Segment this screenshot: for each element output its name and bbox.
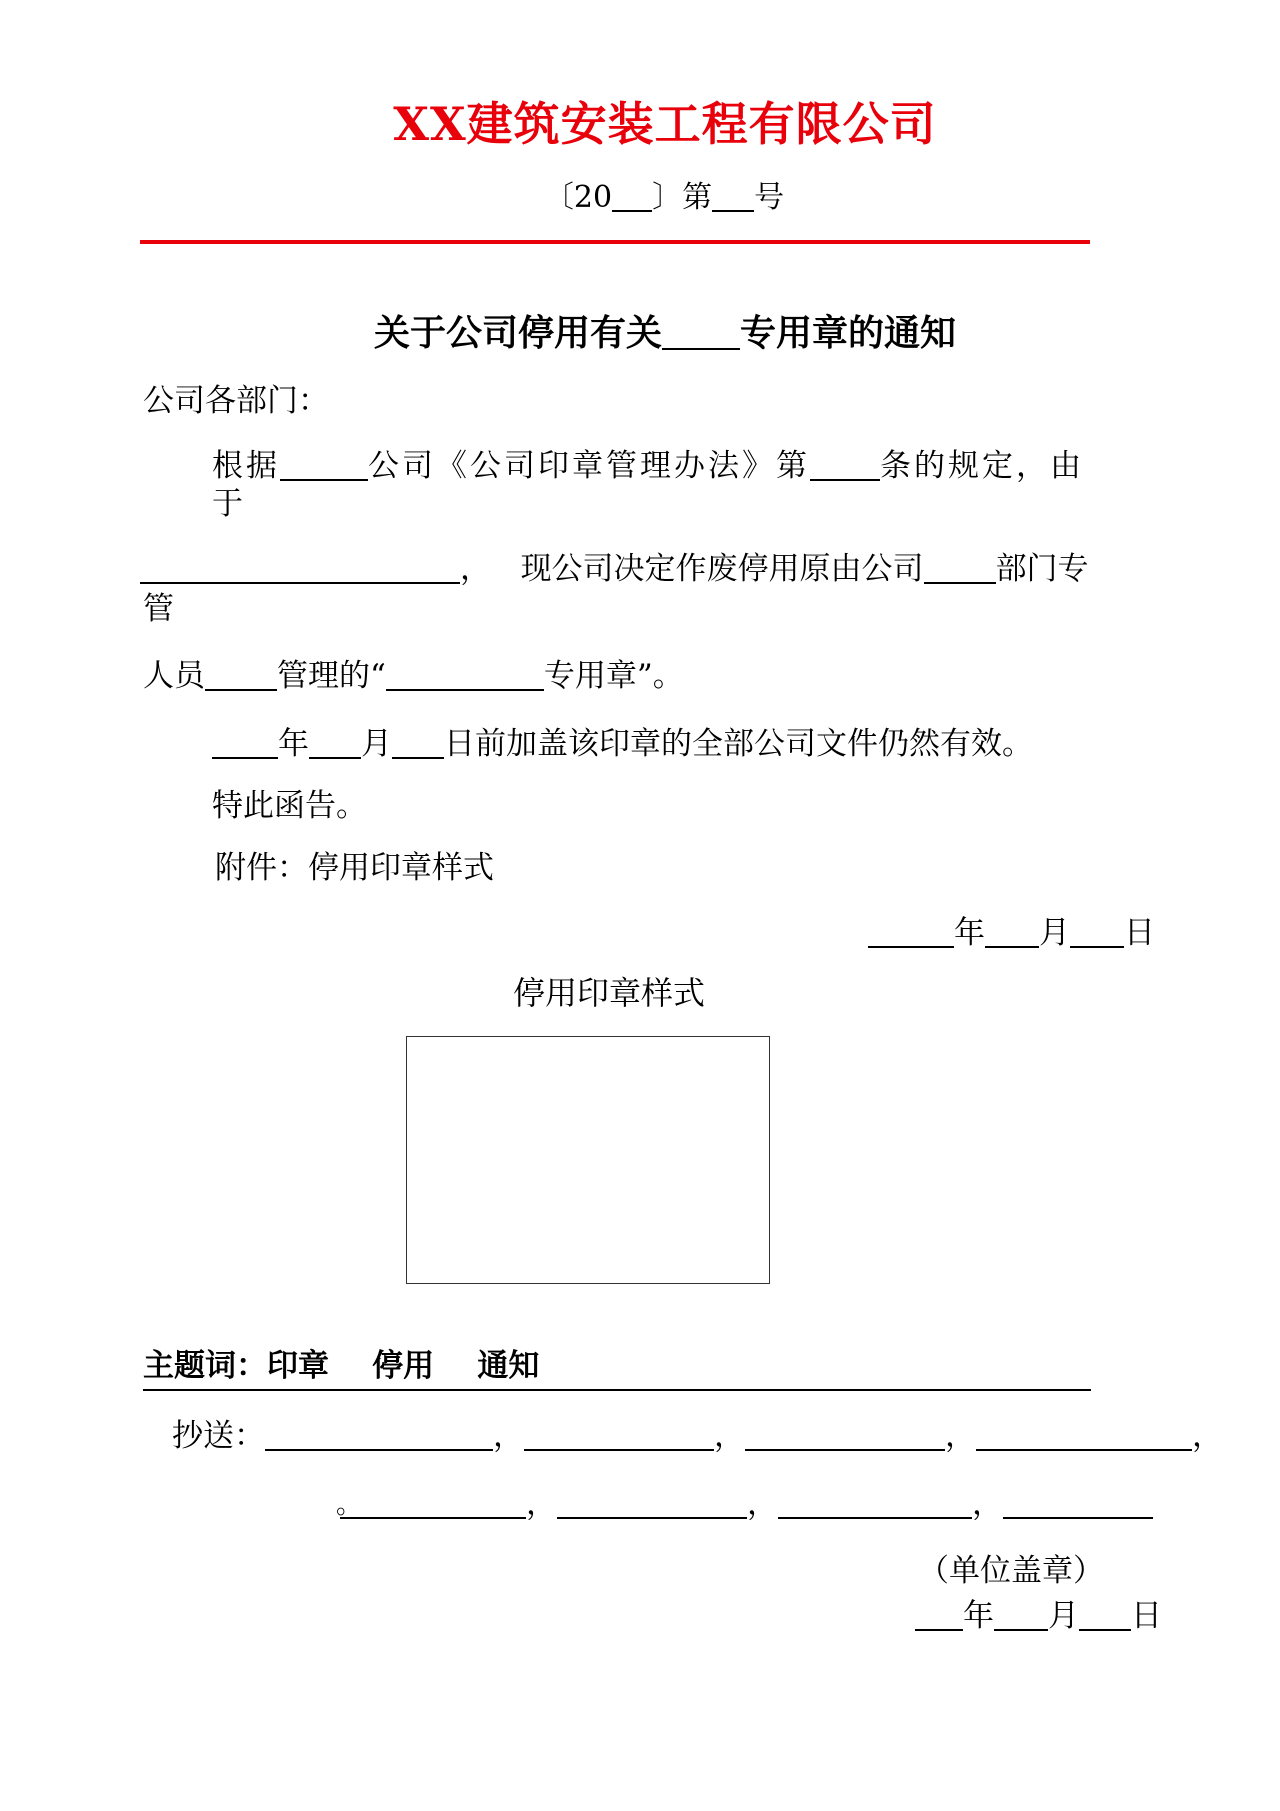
title-blank[interactable] bbox=[662, 312, 740, 350]
p3-text-a: 人员 bbox=[143, 658, 205, 694]
p4-month: 月 bbox=[361, 726, 392, 762]
year-blank[interactable] bbox=[612, 180, 652, 212]
cc-period: 。 bbox=[336, 1490, 363, 1520]
sign-day: 日 bbox=[1124, 915, 1155, 951]
cc-line-2 bbox=[340, 1478, 1153, 1523]
cc-comma-1: ， bbox=[493, 1418, 524, 1454]
cc-comma-6: ， bbox=[747, 1486, 778, 1522]
doc-number-open: 〔20 bbox=[543, 180, 613, 215]
p4-rest: 日前加盖该印章的全部公司文件仍然有效。 bbox=[444, 726, 1033, 762]
p1-text-b: 公司《公司印章管理办法》第 bbox=[368, 448, 810, 484]
cc-comma-5: ， bbox=[526, 1486, 557, 1522]
paragraph-4 bbox=[212, 718, 1033, 763]
title-suffix: 专用章的通知 bbox=[740, 313, 957, 354]
cc-blank-4[interactable] bbox=[976, 1418, 1192, 1451]
cc-comma-7: ， bbox=[972, 1486, 1003, 1522]
paragraph-5: 特此函告。 bbox=[212, 788, 367, 824]
subject-keyword-3: 通知 bbox=[477, 1348, 540, 1384]
seal-month: 月 bbox=[1048, 1598, 1079, 1634]
cc-comma-3: ， bbox=[945, 1418, 976, 1454]
attachment-line: 附件：停用印章样式 bbox=[215, 850, 494, 886]
seal-name-blank[interactable] bbox=[386, 658, 544, 691]
cc-blank-6[interactable] bbox=[557, 1486, 747, 1519]
cc-line-1 bbox=[172, 1410, 1223, 1455]
sign-day-blank[interactable] bbox=[1070, 915, 1124, 948]
p4-year: 年 bbox=[278, 726, 309, 762]
paragraph-1-line-1 bbox=[212, 440, 1084, 485]
header-red-rule bbox=[140, 240, 1090, 244]
seal-year: 年 bbox=[963, 1598, 994, 1634]
subject-keyword-1: 印章 bbox=[267, 1348, 329, 1384]
p3-text-c: 专用章”。 bbox=[543, 658, 684, 694]
p1-text-a: 根据 bbox=[212, 448, 280, 484]
p1-text-c: 条的规定，由 bbox=[880, 448, 1084, 484]
p4-day-blank[interactable] bbox=[392, 726, 444, 759]
cc-blank-2[interactable] bbox=[524, 1418, 714, 1451]
cc-comma-4: ， bbox=[1192, 1418, 1223, 1454]
cc-blank-5[interactable] bbox=[340, 1486, 526, 1519]
sign-year: 年 bbox=[954, 915, 985, 951]
p4-month-blank[interactable] bbox=[309, 726, 361, 759]
cc-blank-1[interactable] bbox=[265, 1418, 493, 1451]
person-blank[interactable] bbox=[205, 658, 277, 691]
cc-blank-8[interactable] bbox=[1003, 1486, 1153, 1519]
notice-title bbox=[0, 305, 1280, 356]
company-blank[interactable] bbox=[280, 448, 368, 481]
seal-sample-title: 停用印章样式 bbox=[512, 974, 705, 1012]
subject-keywords bbox=[143, 1340, 1091, 1391]
cc-blank-3[interactable] bbox=[745, 1418, 945, 1451]
subject-label: 主题词： bbox=[143, 1348, 267, 1384]
subject-keyword-2: 停用 bbox=[372, 1348, 435, 1384]
article-blank[interactable] bbox=[810, 448, 880, 481]
cc-blank-7[interactable] bbox=[778, 1486, 972, 1519]
seal-month-blank[interactable] bbox=[994, 1598, 1048, 1631]
sign-month: 月 bbox=[1039, 915, 1070, 951]
p2-text-c: 部门专 bbox=[995, 551, 1089, 587]
salutation: 公司各部门： bbox=[143, 383, 329, 419]
title-prefix: 关于公司停用有关 bbox=[373, 313, 662, 354]
reason-blank[interactable] bbox=[140, 551, 460, 584]
seal-day-blank[interactable] bbox=[1079, 1598, 1131, 1631]
company-name: XX建筑安装工程有限公司 bbox=[393, 97, 937, 151]
p4-year-blank[interactable] bbox=[212, 726, 278, 759]
unit-seal-note: （单位盖章） bbox=[918, 1553, 1104, 1589]
doc-number-mid: 〕第 bbox=[652, 180, 713, 215]
document-number bbox=[0, 172, 1280, 216]
paragraph-2-line-1 bbox=[140, 543, 1089, 588]
paragraph-2-line-2: 管 bbox=[143, 591, 174, 627]
p2-text-a: ， bbox=[460, 551, 491, 587]
paragraph-3 bbox=[143, 650, 684, 695]
seal-sample-box[interactable] bbox=[406, 1036, 770, 1284]
doc-number-close: 号 bbox=[754, 180, 785, 215]
seal-date bbox=[915, 1590, 1162, 1635]
sign-date bbox=[868, 907, 1155, 952]
p3-text-b: 管理的“ bbox=[277, 658, 386, 694]
cc-comma-2: ， bbox=[714, 1418, 745, 1454]
cc-label: 抄送： bbox=[172, 1418, 265, 1454]
p2-text-b: 现公司决定作废停用原由公司 bbox=[520, 551, 924, 587]
number-blank[interactable] bbox=[712, 180, 754, 212]
seal-day: 日 bbox=[1131, 1598, 1162, 1634]
paragraph-1-line-2: 于 bbox=[212, 486, 243, 522]
seal-year-blank[interactable] bbox=[915, 1598, 963, 1631]
sign-month-blank[interactable] bbox=[985, 915, 1039, 948]
sign-year-blank[interactable] bbox=[868, 915, 954, 948]
department-blank[interactable] bbox=[924, 551, 996, 584]
